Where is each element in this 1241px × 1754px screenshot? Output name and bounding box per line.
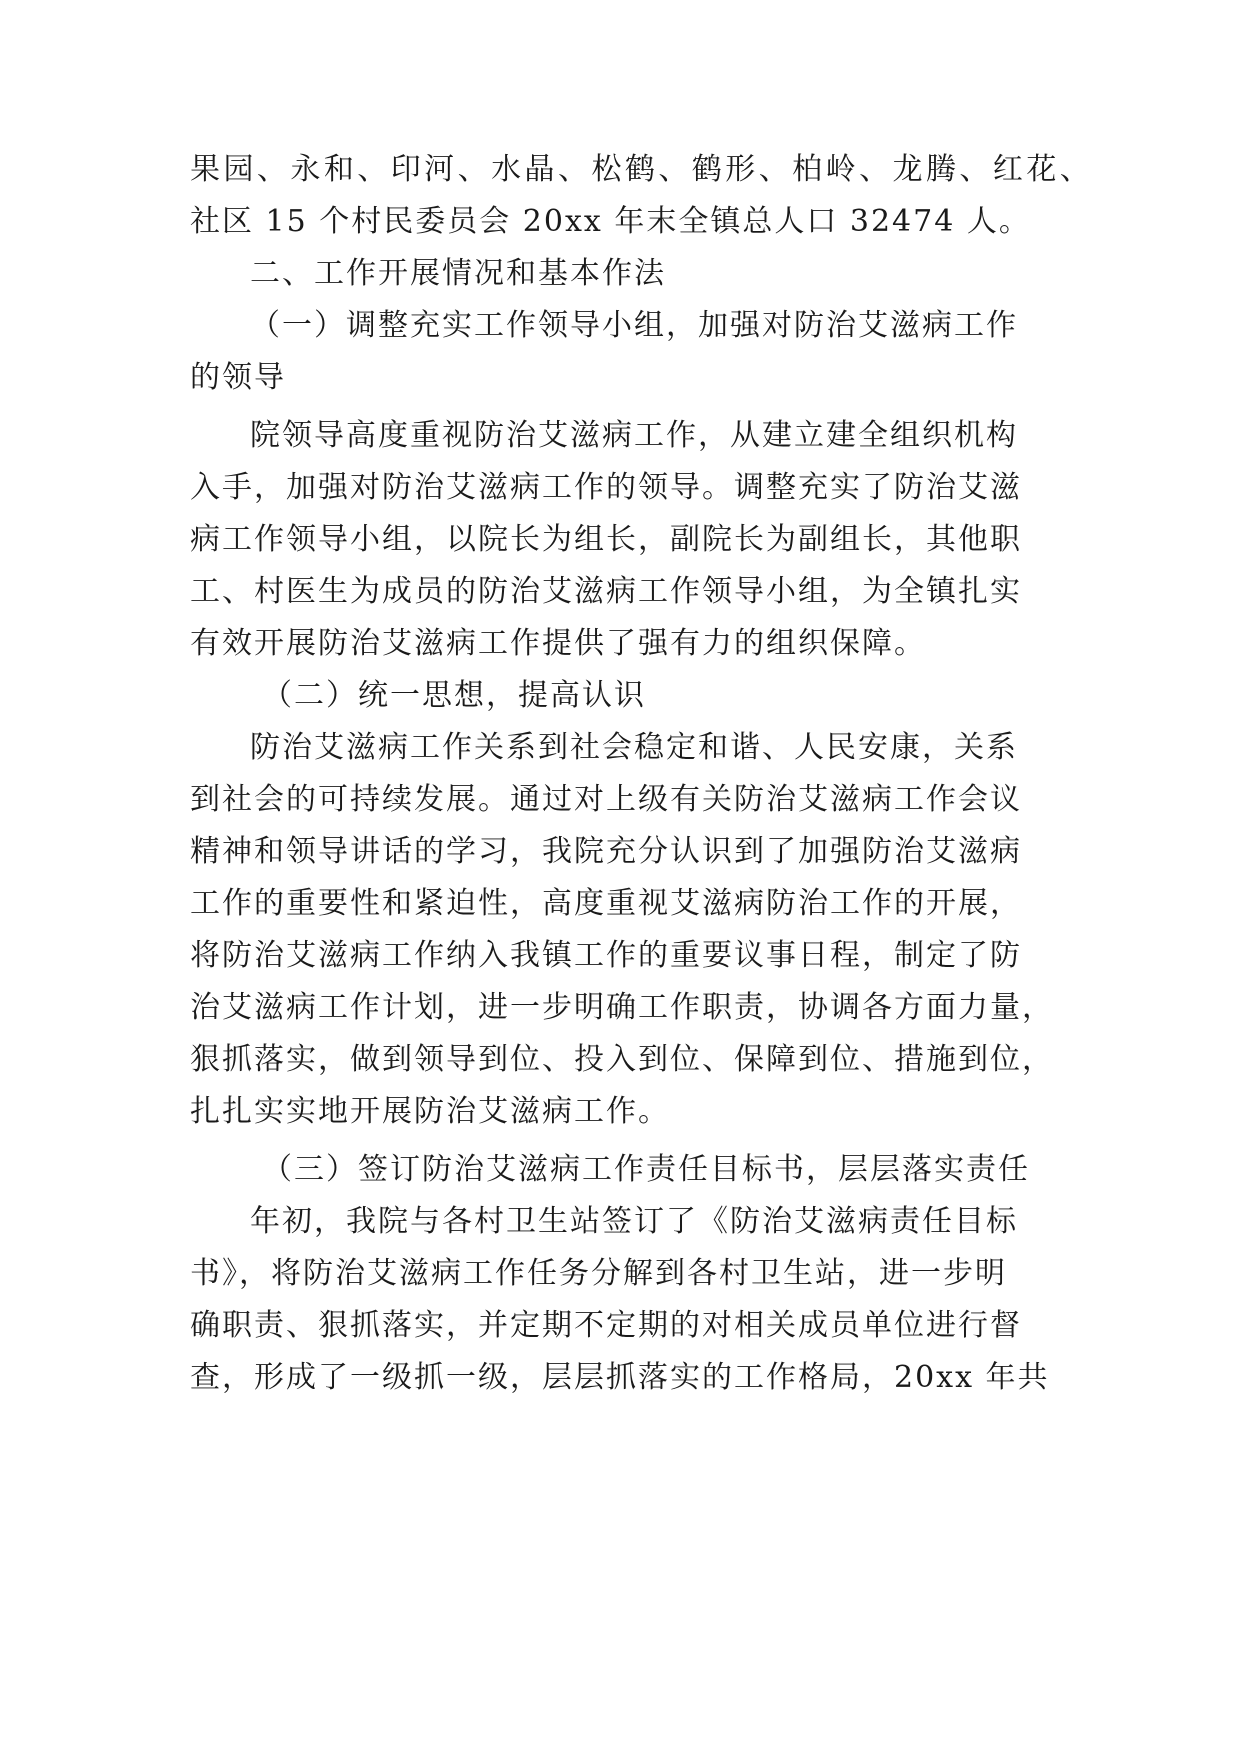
section-heading: 二、工作开展情况和基本作法 [250, 256, 666, 291]
subsection-heading: （一）调整充实工作领导小组，加强对防治艾滋病工作 [250, 308, 1018, 343]
text-line: 院领导高度重视防治艾滋病工作，从建立建全组织机构 [250, 418, 1018, 453]
text-line: 工作的重要性和紧迫性，高度重视艾滋病防治工作的开展， [190, 886, 1022, 921]
subsection-heading-continued: 的领导 [190, 360, 286, 395]
subsection-heading: （三）签订防治艾滋病工作责任目标书，层层落实责任 [262, 1152, 1030, 1187]
text-line: 书》，将防治艾滋病工作任务分解到各村卫生站，进一步明 [190, 1256, 1007, 1291]
text-line: 确职责、狠抓落实，并定期不定期的对相关成员单位进行督 [190, 1308, 1022, 1343]
text-line: 精神和领导讲话的学习，我院充分认识到了加强防治艾滋病 [190, 834, 1022, 869]
text-line: 年初，我院与各村卫生站签订了《防治艾滋病责任目标 [250, 1204, 1018, 1239]
text-line: 治艾滋病工作计划，进一步明确工作职责，协调各方面力量， [190, 990, 1054, 1025]
text-line: 到社会的可持续发展。通过对上级有关防治艾滋病工作会议 [190, 782, 1022, 817]
text-line: 查，形成了一级抓一级，层层抓落实的工作格局，20xx 年共 [190, 1360, 1050, 1395]
text-line: 入手，加强对防治艾滋病工作的领导。调整充实了防治艾滋 [190, 470, 1022, 505]
text-line: 病工作领导小组，以院长为组长，副院长为副组长，其他职 [190, 522, 1022, 557]
subsection-heading: （二）统一思想，提高认识 [262, 678, 646, 713]
text-line: 扎扎实实地开展防治艾滋病工作。 [190, 1094, 670, 1129]
text-line: 将防治艾滋病工作纳入我镇工作的重要议事日程，制定了防 [190, 938, 1022, 973]
text-line: 果 园 、 永 和 、 印 河 、 水 晶 、 松 鹤 、 鹤 形 、 柏 岭 、 龙 腾 、 红 花 、 [190, 152, 1090, 187]
text-line: 有效开展防治艾滋病工作提供了强有力的组织保障。 [190, 626, 926, 661]
text-line: 狠抓落实，做到领导到位、投入到位、保障到位、措施到位， [190, 1042, 1054, 1077]
text-line: 防治艾滋病工作关系到社会稳定和谐、人民安康，关系 [250, 730, 1018, 765]
text-line: 社区 15 个村民委员会 20xx 年末全镇总人口 32474 人。 [190, 204, 1031, 239]
text-line: 工、村医生为成员的防治艾滋病工作领导小组，为全镇扎实 [190, 574, 1022, 609]
